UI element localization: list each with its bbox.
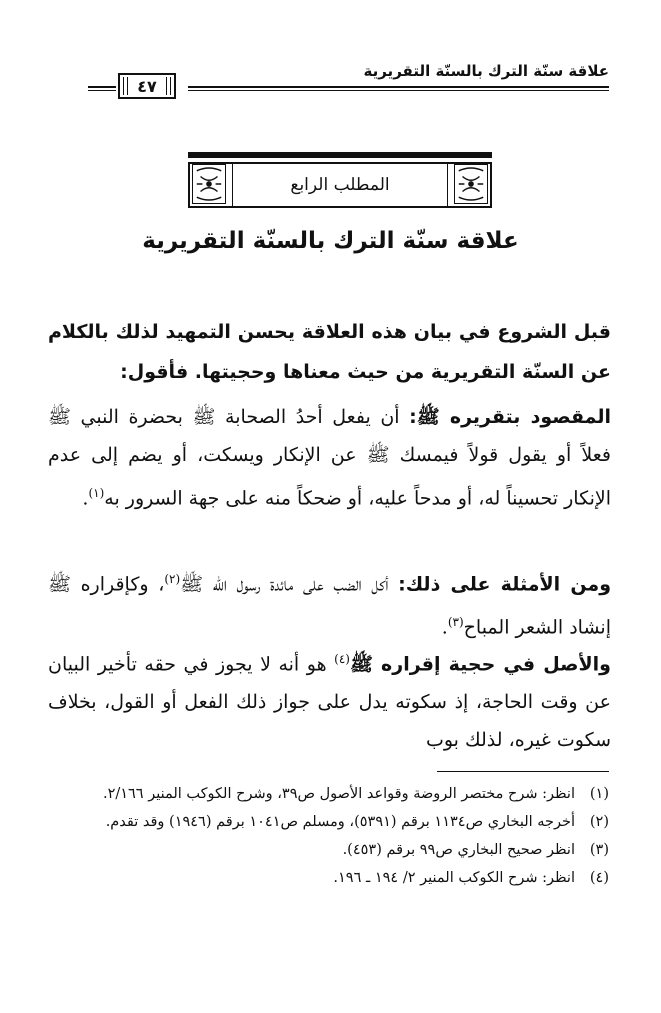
- section-title-frame: [188, 152, 492, 208]
- running-title: علاقة سنّة الترك بالسنّة التقريرية: [363, 62, 609, 80]
- section-label: المطلب الرابع: [232, 162, 448, 208]
- footnote: [52, 836, 609, 864]
- definition-text: أن يفعل أحدُ الصحابة ﷺ بحضرة النبي ﷺ فعلاً أو يقول قولاً فيمسك ﷺ عن الإنكار ويسكت، أو يضم إلى عدم الإنكار تحسيناً له، أو مدحاً عليه، أو ضحكاً منه على جهة السرور به: [48, 406, 611, 510]
- footnote-separator: [437, 771, 609, 772]
- examples-text: أكل الضب على مائدة رسول الله ﷺ: [180, 573, 389, 596]
- section-heading: علاقة سنّة الترك بالسنّة التقريرية: [142, 228, 519, 254]
- principle-text: هو أنه لا يجوز في حقه تأخير البيان عن وقت الحاجة، إذ سكوته يدل على جواز ذلك الفعل أو القول، بخلاف سكوت غيره، لذلك بوب: [48, 653, 611, 752]
- examples-paragraph: [48, 560, 611, 647]
- definition-paragraph: [48, 398, 611, 517]
- examples-text-2: ، وكإقراره ﷺ إنشاد الشعر المباح: [48, 573, 611, 639]
- section-top-bar: [188, 152, 492, 158]
- intro-paragraph: قبل الشروع في بيان هذه العلاقة يحسن التمهيد لذلك بالكلام عن السنّة التقريرية من حيث معناها وحجيتها. فأقول:: [48, 321, 611, 383]
- footnotes: [52, 780, 609, 892]
- footnote-ref: (١): [88, 486, 105, 500]
- footnote-text: أخرجه البخاري ص١١٣٤ برقم (٥٣٩١)، ومسلم ص١٠٤١ برقم (١٩٤٦) وقد تقدم.: [105, 814, 575, 830]
- floral-ornament-icon: [192, 164, 226, 204]
- footnote-ref: (٣): [447, 615, 464, 630]
- header-left-rule: [88, 86, 116, 91]
- examples-term: ومن الأمثلة على ذلك:: [398, 573, 612, 596]
- footnote: [52, 808, 609, 836]
- footnote-number: (٢): [589, 814, 609, 830]
- footnote-number: (١): [589, 786, 609, 802]
- header-rule: [188, 86, 609, 91]
- floral-ornament-icon: [454, 164, 488, 204]
- definition-term: المقصود بتقريره ﷺ:: [409, 406, 612, 428]
- page-number: ٤٧: [118, 73, 176, 99]
- footnote: [52, 780, 609, 808]
- footnote-number: (٤): [589, 870, 609, 886]
- sentence-end: .: [82, 487, 89, 510]
- footnote-ref: (٤): [334, 652, 350, 666]
- footnote-text: انظر: شرح الكوكب المنير ٢/ ١٩٤ ـ ١٩٦.: [333, 870, 575, 886]
- footnote-text: انظر صحيح البخاري ص٩٩ برقم (٤٥٣).: [342, 842, 575, 858]
- footnote-text: انظر: شرح مختصر الروضة وقواعد الأصول ص٣٩، وشرح الكوكب المنير ٢/١٦٦.: [102, 786, 575, 802]
- principle-paragraph: [48, 640, 611, 759]
- footnote-ref: (٢): [164, 572, 181, 586]
- sentence-end: .: [441, 616, 448, 639]
- principle-term: والأصل في حجية إقراره ﷺ: [349, 653, 611, 676]
- footnote-number: (٣): [589, 842, 609, 858]
- footnote: [52, 864, 609, 892]
